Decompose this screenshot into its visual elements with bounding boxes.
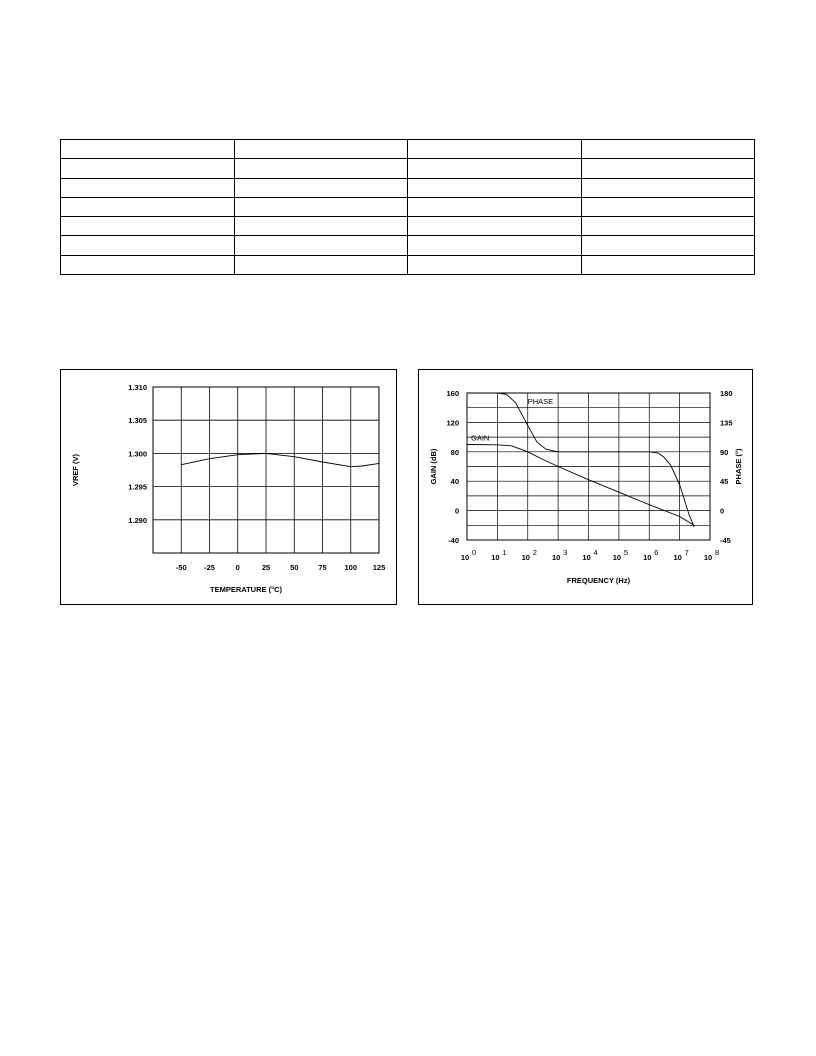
x-tick-label: 50 bbox=[290, 563, 299, 572]
y2-tick-label: 90 bbox=[720, 447, 729, 457]
x-tick-label: 10 bbox=[582, 553, 591, 562]
y2-tick-label: 0 bbox=[720, 506, 725, 516]
y-tick-label: 80 bbox=[450, 447, 459, 457]
x-tick-exponent: 7 bbox=[684, 548, 689, 557]
table-cell bbox=[61, 140, 235, 159]
x-tick-exponent: 3 bbox=[563, 548, 568, 557]
x-tick-label: 10 bbox=[551, 553, 561, 562]
table-row bbox=[61, 140, 755, 159]
gain-phase-vs-frequency-chart bbox=[418, 369, 753, 605]
table-cell bbox=[61, 159, 235, 178]
y-tick-label: 120 bbox=[446, 418, 459, 428]
table-row bbox=[61, 159, 755, 178]
table-cell bbox=[581, 140, 755, 159]
series-line-gain bbox=[467, 445, 694, 526]
table-cell bbox=[408, 159, 582, 178]
table-cell bbox=[408, 178, 582, 197]
table-cell bbox=[61, 197, 235, 216]
table-cell bbox=[234, 217, 408, 236]
x-tick-label: 10 bbox=[612, 553, 622, 562]
table-cell bbox=[581, 159, 755, 178]
spec-table bbox=[60, 139, 755, 275]
x-tick-exponent: 2 bbox=[532, 548, 537, 557]
table-cell bbox=[581, 236, 755, 255]
table-row bbox=[61, 197, 755, 216]
x-tick-label: 10 bbox=[491, 553, 500, 562]
y-tick-label: 0 bbox=[454, 506, 459, 516]
table-cell bbox=[61, 255, 235, 274]
y2-tick-label: 135 bbox=[720, 418, 733, 428]
series-line-phase bbox=[467, 393, 694, 527]
x-tick-label: 125 bbox=[372, 563, 386, 572]
x-tick-label: -50 bbox=[175, 563, 187, 572]
x-tick-exponent: 0 bbox=[472, 548, 477, 557]
table-cell bbox=[408, 255, 582, 274]
y-axis-label: GAIN (dB) bbox=[429, 448, 438, 485]
table-cell bbox=[408, 217, 582, 236]
x-tick-label: 75 bbox=[318, 563, 327, 572]
table-cell bbox=[61, 236, 235, 255]
y-tick-label: 40 bbox=[450, 477, 459, 487]
table-row bbox=[61, 255, 755, 274]
table-cell bbox=[234, 236, 408, 255]
x-tick-label: 10 bbox=[673, 553, 682, 562]
table-cell bbox=[581, 217, 755, 236]
x-tick-exponent: 1 bbox=[502, 548, 507, 557]
y-tick-label: 1.305 bbox=[128, 416, 147, 426]
y-tick-label: 1.300 bbox=[128, 449, 147, 459]
table-cell bbox=[581, 255, 755, 274]
table-row bbox=[61, 178, 755, 197]
table-cell bbox=[408, 140, 582, 159]
y-tick-label: -40 bbox=[448, 536, 459, 545]
x-axis-label: FREQUENCY (Hz) bbox=[566, 576, 631, 585]
table-cell bbox=[61, 178, 235, 197]
y-axis-label: VREF (V) bbox=[71, 453, 80, 487]
gain-annotation: GAIN bbox=[471, 433, 490, 443]
table-cell bbox=[234, 255, 408, 274]
x-tick-label: 0 bbox=[235, 563, 240, 572]
x-tick-label: 10 bbox=[643, 553, 652, 562]
y-tick-label: 1.310 bbox=[128, 383, 147, 392]
y-tick-label: 160 bbox=[446, 389, 459, 398]
x-tick-label: 10 bbox=[460, 553, 470, 562]
table-row bbox=[61, 217, 755, 236]
vref-chart-svg bbox=[61, 370, 396, 604]
table-row bbox=[61, 236, 755, 255]
x-tick-label: 25 bbox=[261, 563, 271, 572]
table-cell bbox=[581, 197, 755, 216]
y2-tick-label: -45 bbox=[720, 536, 731, 545]
table-cell bbox=[234, 140, 408, 159]
table-cell bbox=[61, 217, 235, 236]
y2-axis-label: PHASE (°) bbox=[734, 448, 743, 485]
y2-tick-label: 180 bbox=[720, 389, 733, 398]
x-tick-exponent: 6 bbox=[654, 548, 659, 557]
table-cell bbox=[408, 197, 582, 216]
x-tick-exponent: 4 bbox=[593, 548, 598, 557]
table-cell bbox=[408, 236, 582, 255]
vref-vs-temperature-chart bbox=[60, 369, 397, 605]
y2-tick-label: 45 bbox=[720, 477, 729, 487]
table-cell bbox=[234, 197, 408, 216]
y-tick-label: 1.295 bbox=[128, 482, 147, 492]
y-tick-label: 1.290 bbox=[128, 515, 147, 525]
table-cell bbox=[234, 178, 408, 197]
x-tick-label: 100 bbox=[344, 563, 358, 572]
series-line-vref bbox=[181, 453, 379, 466]
table-cell bbox=[234, 159, 408, 178]
x-axis-label: TEMPERATURE (°C) bbox=[209, 585, 283, 594]
x-tick-label: 10 bbox=[703, 553, 713, 562]
x-tick-label: 10 bbox=[521, 553, 530, 562]
x-tick-exponent: 8 bbox=[715, 548, 720, 557]
phase-annotation: PHASE bbox=[527, 397, 554, 406]
gain-phase-chart-svg bbox=[419, 370, 752, 604]
x-tick-label: -25 bbox=[204, 563, 215, 572]
table-cell bbox=[581, 178, 755, 197]
x-tick-exponent: 5 bbox=[623, 548, 629, 557]
